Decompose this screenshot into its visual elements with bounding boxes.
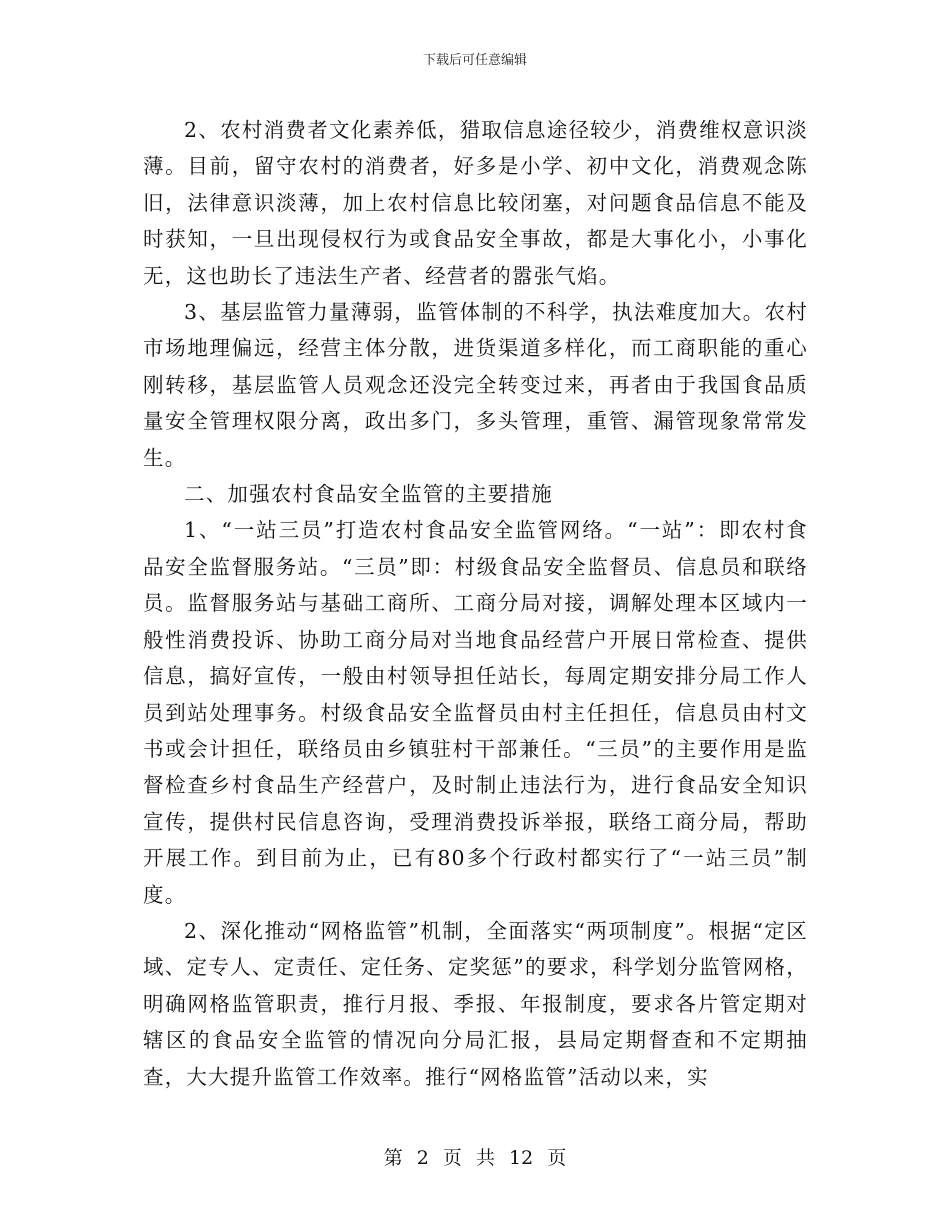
paragraph-one-station-three-members: 1、“一站三员”打造农村食品安全监管网络。“一站”：即农村食品安全监督服务站。“三员”即：村级食品安全监督员、信息员和联络员。监督服务站与基础工商所、工商分局对接，调解处理本区域内一般性消费投诉、协助工商分局对当地食品经营户开展日常检查、提供信息，搞好宣传，一般由村领导担任站长，每周定期安排分局工作人员到站处理事务。村级食品安全监督员由村主任担任，信息员由村文书或会计担任，联络员由乡镇驻村干部兼任。“三员”的主要作用是监督检查乡村食品生产经营户，及时制止违法行为，进行食品安全知识宣传，提供村民信息咨询，受理消费投诉举报，联络工商分局，帮助开展工作。到目前为止，已有80多个行政村都实行了“一站三员”制度。 (143, 518, 808, 907)
section-heading-main-measures: 二、加强农村食品安全监管的主要措施 (184, 482, 553, 507)
document-body (143, 112, 808, 1095)
page-header: 下载后可任意编辑 (422, 53, 527, 68)
page-number: 第 2 页 共 12 页 (383, 1147, 567, 1169)
paragraph-consumer-awareness: 2、农村消费者文化素养低，猎取信息途径较少，消费维权意识淡薄。目前，留守农村的消费者，好多是小学、初中文化，消费观念陈旧，法律意识淡薄，加上农村信息比较闭塞，对问题食品信息不能及时获知，一旦出现侵权行为或食品安全事故，都是大事化小，小事化无，这也助长了违法生产者、经营者的嚣张气焰。 (143, 118, 808, 288)
paragraph-grassroots-supervision: 3、基层监管力量薄弱，监管体制的不科学，执法难度加大。农村市场地理偏远，经营主体分散，进货渠道多样化，而工商职能的重心刚转移，基层监管人员观念还没完全转变过来，再者由于我国食品质量安全管理权限分离，政出多门，多头管理，重管、漏管现象常常发生。 (143, 300, 808, 470)
paragraph-grid-supervision: 2、深化推动“网格监管”机制，全面落实“两项制度”。根据“定区域、定专人、定责任、定任务、定奖惩”的要求，科学划分监管网格，明确网格监管职责，推行月报、季报、年报制度，要求各片管定期对辖区的食品安全监管的情况向分局汇报，县局定期督查和不定期抽查，大大提升监管工作效率。推行“网格监管”活动以来，实 (143, 918, 808, 1089)
